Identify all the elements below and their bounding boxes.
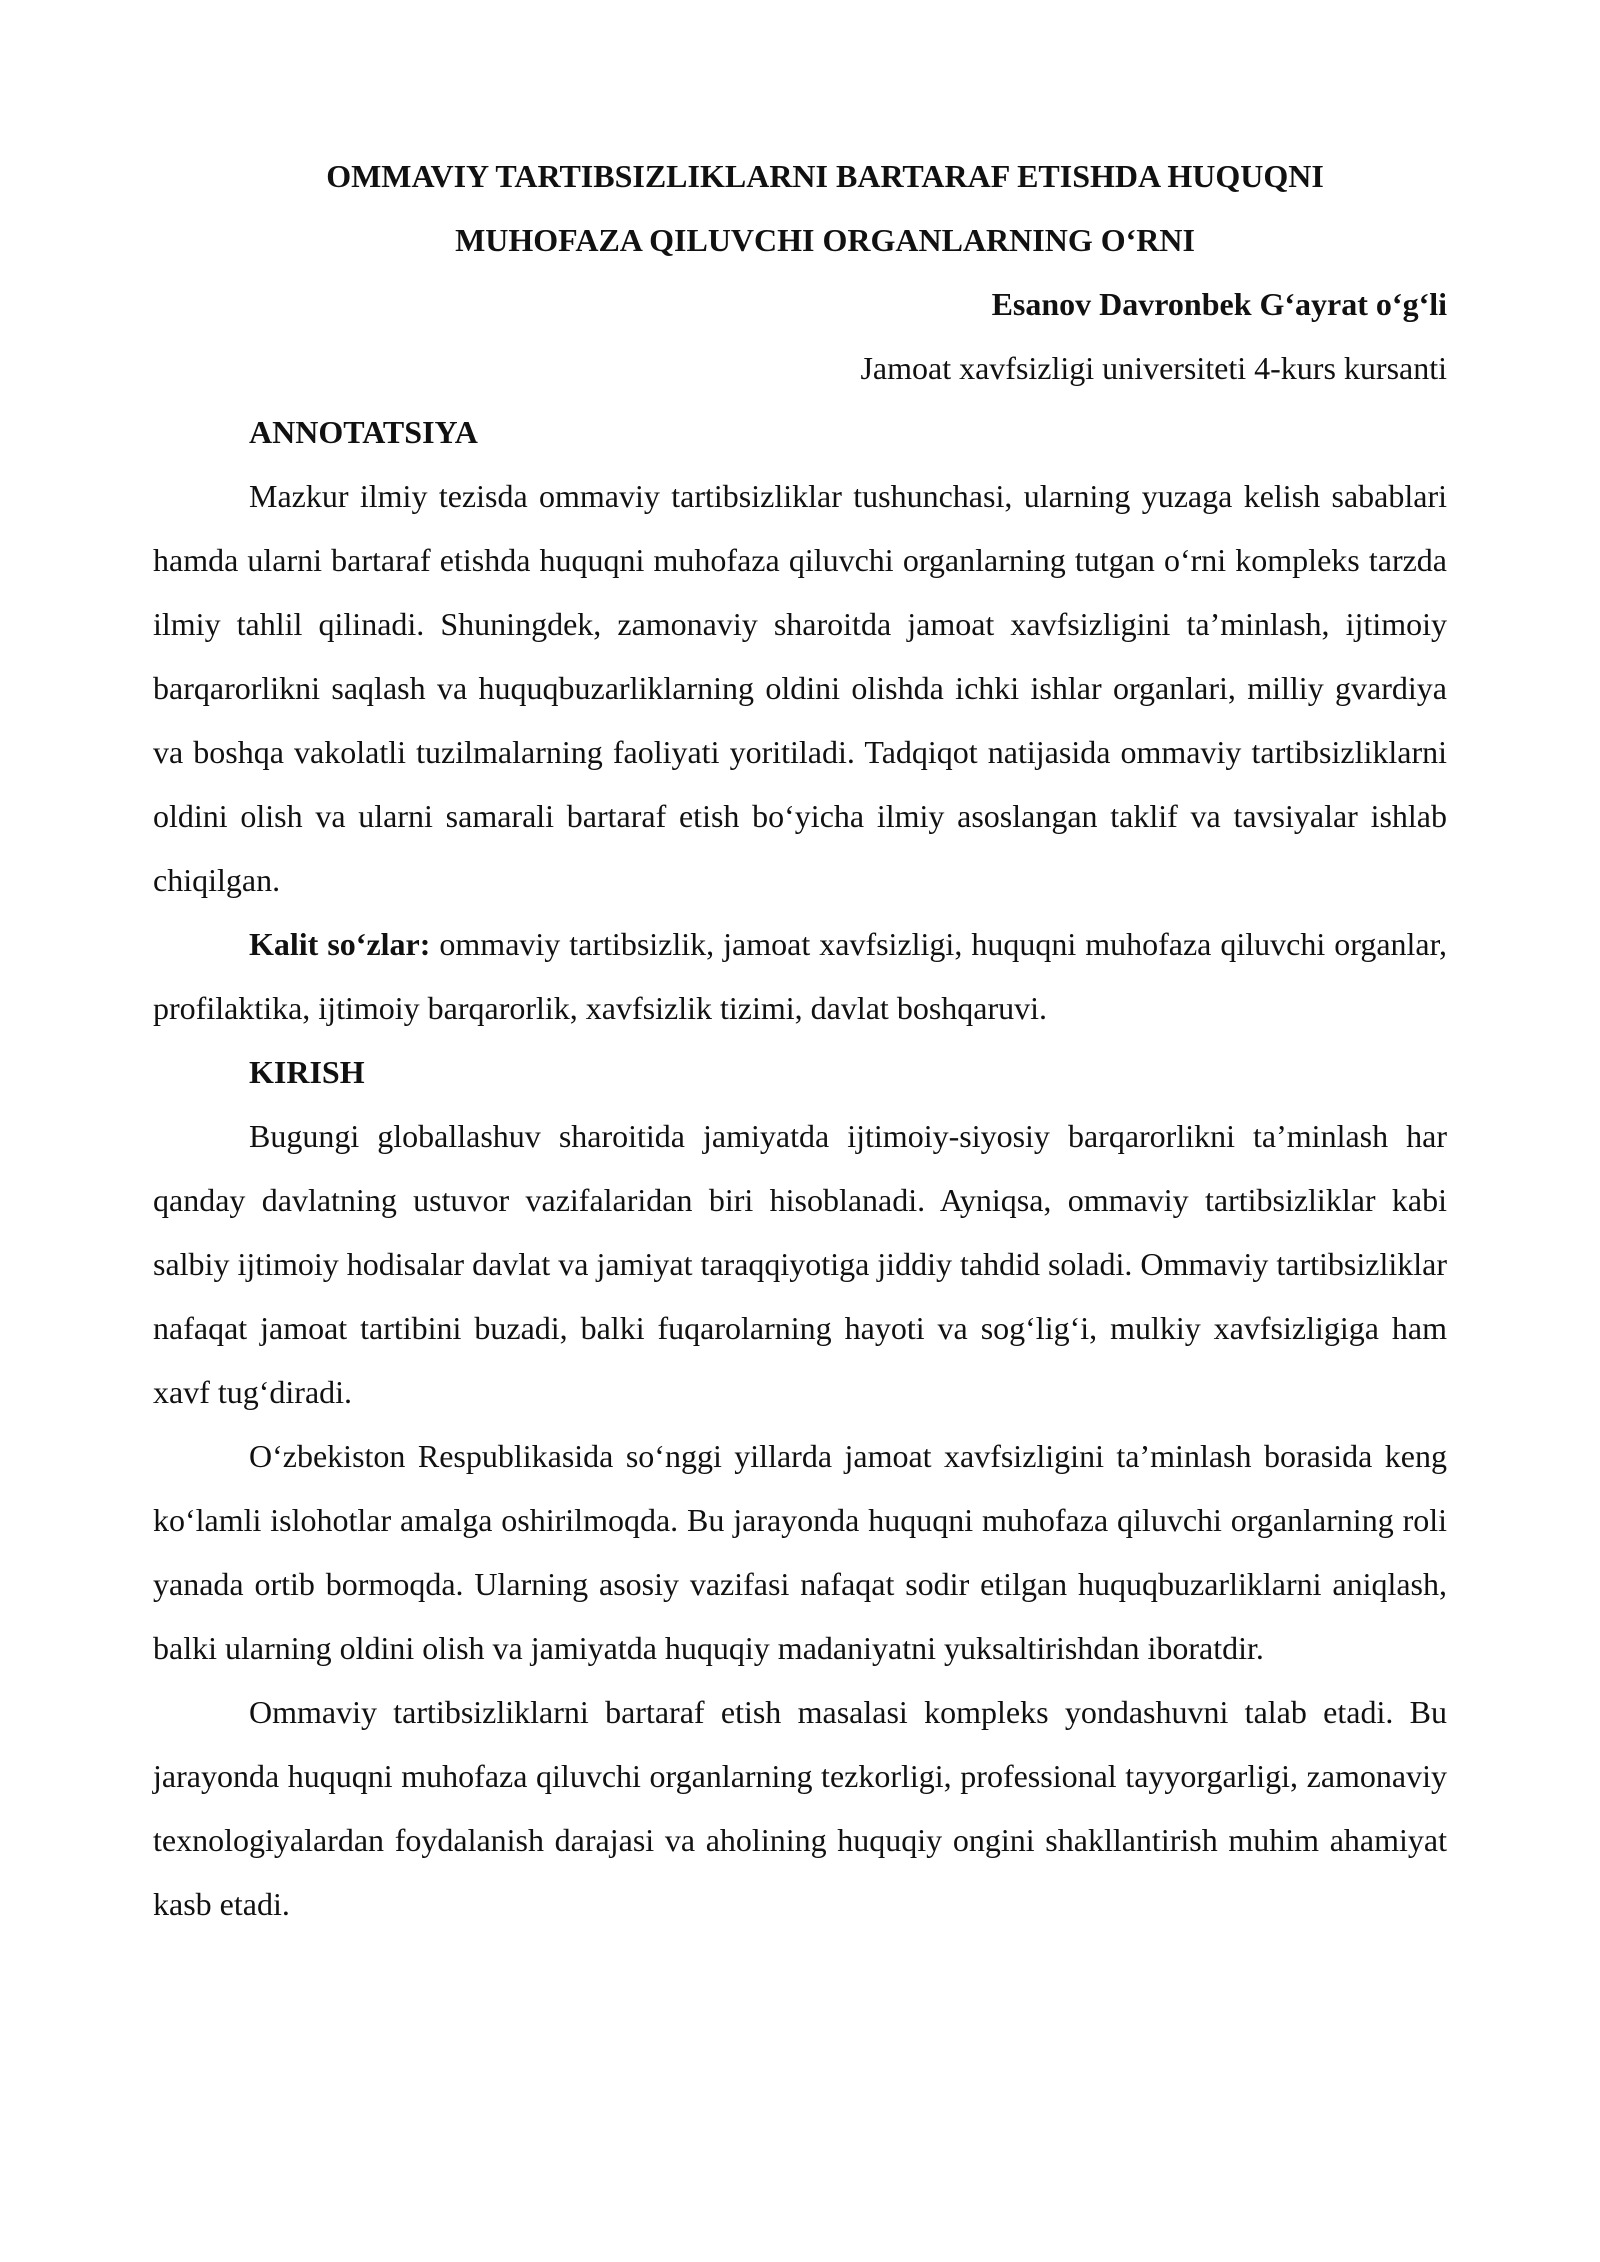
paper-title-line-2: MUHOFAZA QILUVCHI ORGANLARNING O‘RNI bbox=[455, 222, 1195, 258]
keywords-label: Kalit so‘zlar: bbox=[249, 926, 431, 962]
paper-title-line-1: OMMAVIY TARTIBSIZLIKLARNI BARTARAF ETISHDA HUQUQNI bbox=[326, 158, 1324, 194]
annotation-text: Mazkur ilmiy tezisda ommaviy tartibsizliklar tushunchasi, ularning yuzaga kelish sabablari hamda ularni bartaraf etishda huquqni muhofaza qiluvchi organlarning tutgan o‘rni kompleks tarzda ilmiy tahlil qilinadi. Shuningdek, zamonaviy sharoitda jamoat xavfsizligini ta’minlash, ijtimoiy barqarorlikni saqlash va huquqbuzarliklarning oldini olishda ichki ishlar organlari, milliy gvardiya va boshqa vakolatli tuzilmalarning faoliyati yoritiladi. Tadqiqot natijasida ommaviy tartibsizliklarni oldini olish va ularni samarali bartaraf etish bo‘yicha ilmiy asoslangan taklif va tavsiyalar ishlab chiqilgan. bbox=[153, 478, 1447, 898]
author-affiliation: Jamoat xavfsizligi universiteti 4-kurs kursanti bbox=[860, 350, 1447, 386]
introduction-paragraph-1: Bugungi globallashuv sharoitida jamiyatda ijtimoiy-siyosiy barqarorlikni ta’minlash har qanday davlatning ustuvor vazifalaridan biri hisoblanadi. Ayniqsa, ommaviy tartibsizliklar kabi salbiy ijtimoiy hodisalar davlat va jamiyat taraqqiyotiga jiddiy tahdid soladi. Ommaviy tartibsizliklar nafaqat jamoat tartibini buzadi, balki fuqarolarning hayoti va sog‘lig‘i, mulkiy xavfsizligiga ham xavf tug‘diradi. bbox=[153, 1118, 1447, 1410]
introduction-heading: KIRISH bbox=[249, 1054, 365, 1090]
introduction-paragraph-2: O‘zbekiston Respublikasida so‘nggi yillarda jamoat xavfsizligini ta’minlash borasida keng ko‘lamli islohotlar amalga oshirilmoqda. Bu jarayonda huquqni muhofaza qiluvchi organlarning roli yanada ortib bormoqda. Ularning asosiy vazifasi nafaqat sodir etilgan huquqbuzarliklarni aniqlash, balki ularning oldini olish va jamiyatda huquqiy madaniyatni yuksaltirishdan iboratdir. bbox=[153, 1438, 1447, 1666]
document-body bbox=[153, 144, 1447, 1936]
author-name: Esanov Davronbek G‘ayrat o‘g‘li bbox=[991, 286, 1447, 322]
annotation-heading: ANNOTATSIYA bbox=[249, 414, 478, 450]
keywords-text: ommaviy tartibsizlik, jamoat xavfsizligi, huquqni muhofaza qiluvchi organlar, profilaktika, ijtimoiy barqarorlik, xavfsizlik tizimi, davlat boshqaruvi. bbox=[153, 926, 1448, 1026]
paper-title bbox=[153, 144, 1447, 272]
introduction-paragraph-3: Ommaviy tartibsizliklarni bartaraf etish masalasi kompleks yondashuvni talab etadi. Bu jarayonda huquqni muhofaza qiluvchi organlarning tezkorligi, professional tayyorgarligi, zamonaviy texnologiyalardan foydalanish darajasi va aholining huquqiy ongini shakllantirish muhim ahamiyat kasb etadi. bbox=[153, 1694, 1447, 1922]
keywords-paragraph bbox=[153, 912, 1447, 1040]
